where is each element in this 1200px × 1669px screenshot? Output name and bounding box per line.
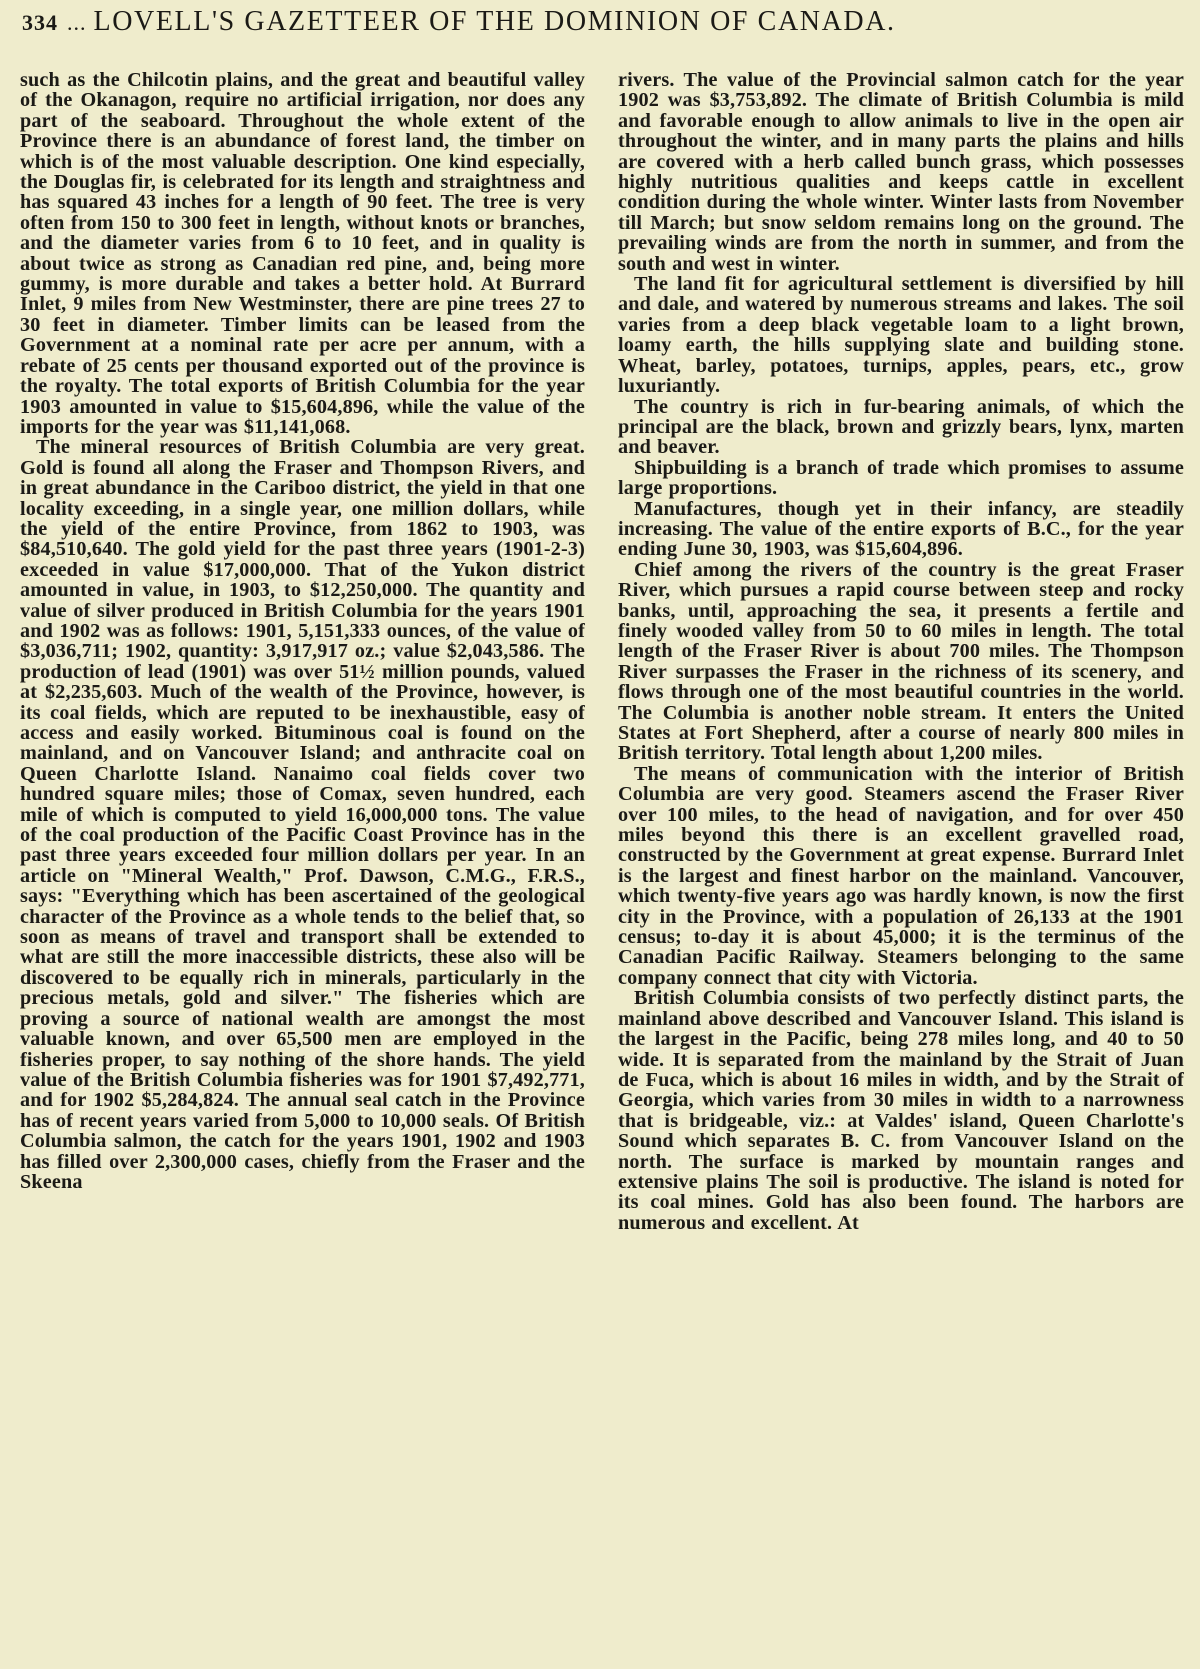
paragraph-agriculture: The land fit for agricultural settlement is diversified by hill and dale, and watered by numerous streams and lakes. The soil varies from a deep black vegetable loam to a light brown, loamy earth, the hills supplying slate and building stone. Wheat, barley, potatoes, turnips, apples, pears, etc., grow luxuriantly.	[618, 273, 1184, 398]
paragraph-communication: The means of communication with the interior of British Columbia are very good. Steamers ascend the Fraser River over 100 miles, to the head of navigation, and for over 450 miles beyond this there is an excellent gravelled road, constructed by the Government at great expense. Burrard Inlet is the largest and finest harbor on the mainland. Vancouver, which twenty-five years ago was hardly known, is now the first city in the Province, with a population of 26,133 at the 1901 census; to-day it is about 45,000; it is the terminus of the Canadian Pacific Railway. Steamers belonging to the same company connect that city with Victoria.	[618, 762, 1184, 989]
left-column	[20, 70, 585, 1660]
right-column	[618, 70, 1184, 1660]
paragraph-vancouver-island: British Columbia consists of two perfectly distinct parts, the mainland above described and Vancouver Island. This island is the largest in the Pacific, being 278 miles long, and 40 to 50 wide. It is separated from the mainland by the Strait of Juan de Fuca, which is about 16 miles in width, and by the Strait of Georgia, which varies from 30 miles in width to a narrowness that is bridgeable, viz.: at Valdes' island, Queen Charlotte's Sound which separates B. C. from Vancouver Island on the north. The surface is marked by mountain ranges and extensive plains The soil is productive. The island is noted for its coal mines. Gold has also been found. The harbors are numerous and excellent. At	[618, 987, 1184, 1234]
page-header	[22, 6, 1182, 46]
paragraph-timber: such as the Chilcotin plains, and the great and beautiful valley of the Okanagon, require no artificial irrigation, nor does any part of the seaboard. Throughout the whole extent of the Province there is an abundance of forest land, the timber on which is of the most valuable description. One kind especially, the Douglas fir, is celebrated for its length and straightness and has squared 43 inches for a length of 90 feet. The tree is very often from 150 to 300 feet in length, without knots or branches, and the diameter varies from 6 to 10 feet, and in quality is about twice as strong as Canadian red pine, and, being more gummy, is more durable and takes a better hold. At Burrard Inlet, 9 miles from New Westminster, there are pine trees 27 to 30 feet in diameter. Timber limits can be leased from the Government at a nominal rate per acre per annum, with a rebate of 25 cents per thousand exported out of the province is the royalty. The total exports of British Columbia for the year 1903 amounted in value to $15,604,896, while the value of the imports for the year was $11,141,068.	[20, 70, 585, 438]
paragraph-fur-animals: The country is rich in fur-bearing animals, of which the principal are the black, brown and grizzly bears, lynx, marten and beaver.	[618, 395, 1184, 459]
header-separator: ...	[67, 10, 87, 35]
paragraph-shipbuilding: Shipbuilding is a branch of trade which promises to assume large proportions.	[618, 456, 1184, 500]
paragraph-manufactures: Manufactures, though yet in their infancy, are steadily increasing. The value of the entire exports of B.C., for the year ending June 30, 1903, was $15,604,896.	[618, 497, 1184, 561]
paragraph-mineral-resources: The mineral resources of British Columbia are very great. Gold is found all along the Fraser and Thompson Rivers, and in great abundance in the Cariboo district, the yield in that one locality exceeding, in a single year, one million dollars, while the yield of the entire Province, from 1862 to 1903, was $84,510,640. The gold yield for the past three years (1901-2-3) exceeded in value $17,000,000. That of the Yukon district amounted in value, in 1903, to $12,250,000. The quantity and value of silver produced in British Columbia for the years 1901 and 1902 was as follows: 1901, 5,151,333 ounces, of the value of $3,036,711; 1902, quantity: 3,917,917 oz.; value $2,043,586. The production of lead (1901) was over 51½ million pounds, valued at $2,235,603. Much of the wealth of the Province, however, is its coal fields, which are reputed to be inexhaustible, easy of access and easily worked. Bituminous coal is found on the mainland, and on Vancouver Island; and anthracite coal on Queen Charlotte Island. Nanaimo coal fields cover two hundred square miles; those of Comax, seven hundred, each mile of which is computed to yield 16,000,000 tons. The value of the coal production of the Pacific Coast Province has in the past three years exceeded four million dollars per year. In an article on "Mineral Wealth," Prof. Dawson, C.M.G., F.R.S., says: "Everything which has been ascertained of the geological character of the Province as a whole tends to the belief that, so soon as means of travel and transport shall be extended to what are still the more inaccessible districts, these also will be discovered to be equally rich in minerals, particularly in the precious metals, gold and silver." The fisheries which are proving a source of national wealth are amongst the most valuable known, and over 65,500 men are employed in the fisheries proper, to say nothing of the shore hands. The yield value of the British Columbia fisheries was for 1901 $7,492,771, and for 1902 $5,284,824. The annual seal catch in the Province has of recent years varied from 5,000 to 10,000 seals. Of British Columbia salmon, the catch for the years 1901, 1902 and 1903 has filled over 2,300,000 cases, chiefly from the Fraser and the Skeena	[20, 436, 585, 1193]
page-number: 334	[22, 10, 58, 35]
paragraph-climate: rivers. The value of the Provincial salmon catch for the year 1902 was $3,753,892. The climate of British Columbia is mild and favorable enough to allow animals to live in the open air throughout the winter, and in many parts the plains and hills are covered with a herb called bunch grass, which possesses highly nutritious qualities and keeps cattle in excellent condition during the whole winter. Winter lasts from November till March; but snow seldom remains long on the ground. The prevailing winds are from the north in summer, and from the south and west in winter.	[618, 70, 1184, 275]
running-head: LOVELL'S GAZETTEER OF THE DOMINION OF CANADA.	[93, 6, 896, 37]
paragraph-rivers: Chief among the rivers of the country is the great Fraser River, which pursues a rapid course between steep and rocky banks, until, approaching the sea, it presents a fertile and finely wooded valley from 50 to 60 miles in length. The total length of the Fraser River is about 700 miles. The Thompson River surpasses the Fraser in the richness of its scenery, and flows through one of the most beautiful countries in the world. The Columbia is another noble stream. It enters the United States at Fort Shepherd, after a course of nearly 800 miles in British territory. Total length about 1,200 miles.	[618, 558, 1184, 765]
